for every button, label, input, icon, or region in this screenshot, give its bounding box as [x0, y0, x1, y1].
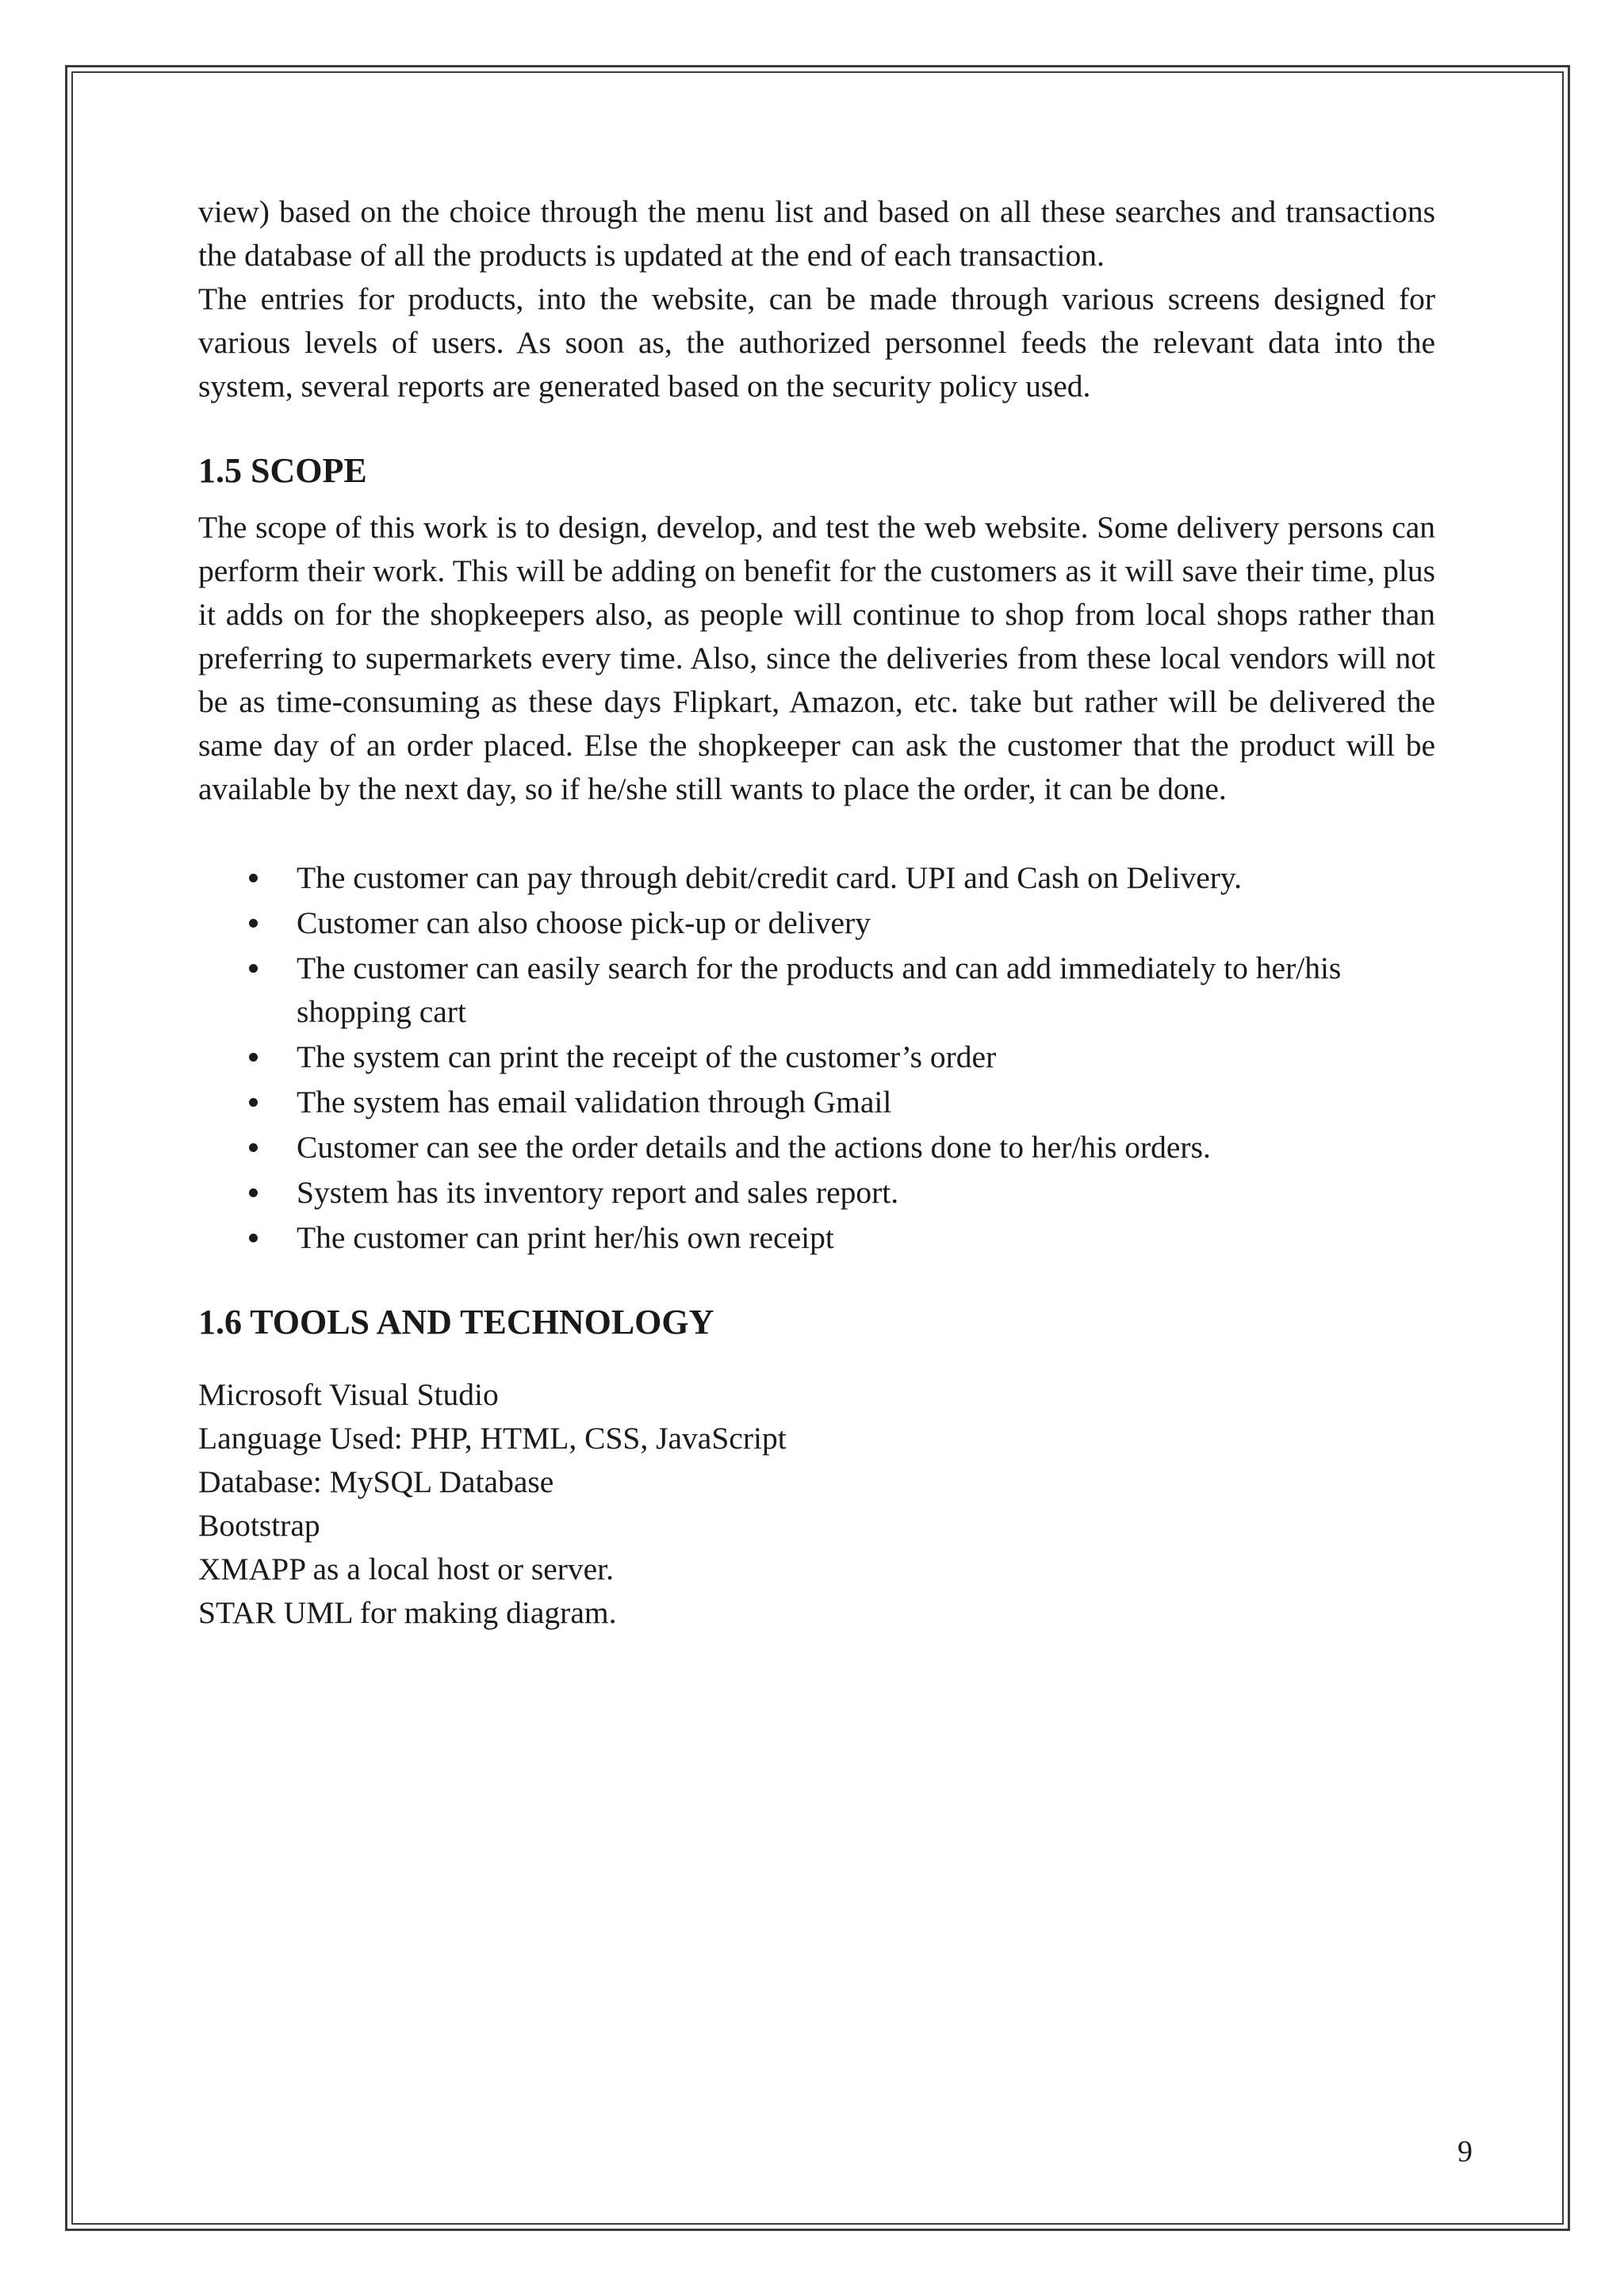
bullet-icon — [249, 1053, 258, 1062]
list-item — [198, 1171, 1435, 1215]
list-item-text: The customer can print her/his own receipt — [297, 1220, 834, 1255]
bullet-icon — [249, 874, 258, 882]
tools-item: Database: MySQL Database — [198, 1464, 554, 1499]
list-item-text: Customer can also choose pick-up or delivery — [297, 905, 871, 940]
section-heading-tools: 1.6 TOOLS AND TECHNOLOGY — [198, 1303, 714, 1341]
bullet-icon — [249, 919, 258, 928]
intro-paragraph-2: The entries for products, into the website, can be made through various screens designed for various levels of users. As soon as, the authorized personnel feeds the relevant data into the system, several reports are generated based on the security policy used. — [198, 281, 1435, 404]
intro-paragraph-1: view) based on the choice through the menu list and based on all these searches and transactions the database of all the products is updated at the end of each transaction. — [198, 194, 1435, 273]
page-content — [198, 190, 1435, 1635]
bullet-icon — [249, 964, 258, 973]
bullet-icon — [249, 1143, 258, 1152]
tools-item: Bootstrap — [198, 1508, 320, 1543]
list-item — [198, 1126, 1435, 1169]
list-item-text: Customer can see the order details and the actions done to her/his orders. — [297, 1130, 1211, 1165]
tools-item: Microsoft Visual Studio — [198, 1377, 499, 1412]
page-number: 9 — [1457, 2135, 1473, 2168]
tools-list — [198, 1373, 1435, 1635]
bullet-icon — [249, 1188, 258, 1197]
list-item-text: The system has email validation through Gmail — [297, 1085, 892, 1119]
list-item-text: The customer can easily search for the products and can add immediately to her/his shopping cart — [297, 951, 1342, 1029]
bullet-icon — [249, 1098, 258, 1107]
scope-paragraph: The scope of this work is to design, develop, and test the web website. Some delivery persons can perform their work. This will be adding on benefit for the customers as it will save their time, plus it adds on for the shopkeepers also, as people will continue to shop from local shops rather than preferring to supermarkets every time. Also, since the deliveries from these local vendors will not be as time-consuming as these days Flipkart, Amazon, etc. take but rather will be delivered the same day of an order placed. Else the shopkeeper can ask the customer that the product will be available by the next day, so if he/she still wants to place the order, it can be done. — [198, 510, 1435, 806]
list-item-text: The system can print the receipt of the customer’s order — [297, 1039, 997, 1074]
scope-bullet-list — [198, 856, 1435, 1260]
tools-item: Language Used: PHP, HTML, CSS, JavaScript — [198, 1421, 787, 1456]
list-item — [198, 1035, 1435, 1079]
bullet-icon — [249, 1234, 258, 1242]
list-item — [198, 856, 1435, 900]
list-item — [198, 1216, 1435, 1260]
tools-item: STAR UML for making diagram. — [198, 1595, 617, 1630]
section-heading-scope: 1.5 SCOPE — [198, 451, 367, 490]
tools-item: XMAPP as a local host or server. — [198, 1552, 615, 1586]
list-item-text: The customer can pay through debit/credit card. UPI and Cash on Delivery. — [297, 860, 1242, 895]
list-item — [198, 1081, 1435, 1124]
list-item — [198, 947, 1435, 1034]
list-item-text: System has its inventory report and sales report. — [297, 1175, 899, 1210]
list-item — [198, 901, 1435, 945]
